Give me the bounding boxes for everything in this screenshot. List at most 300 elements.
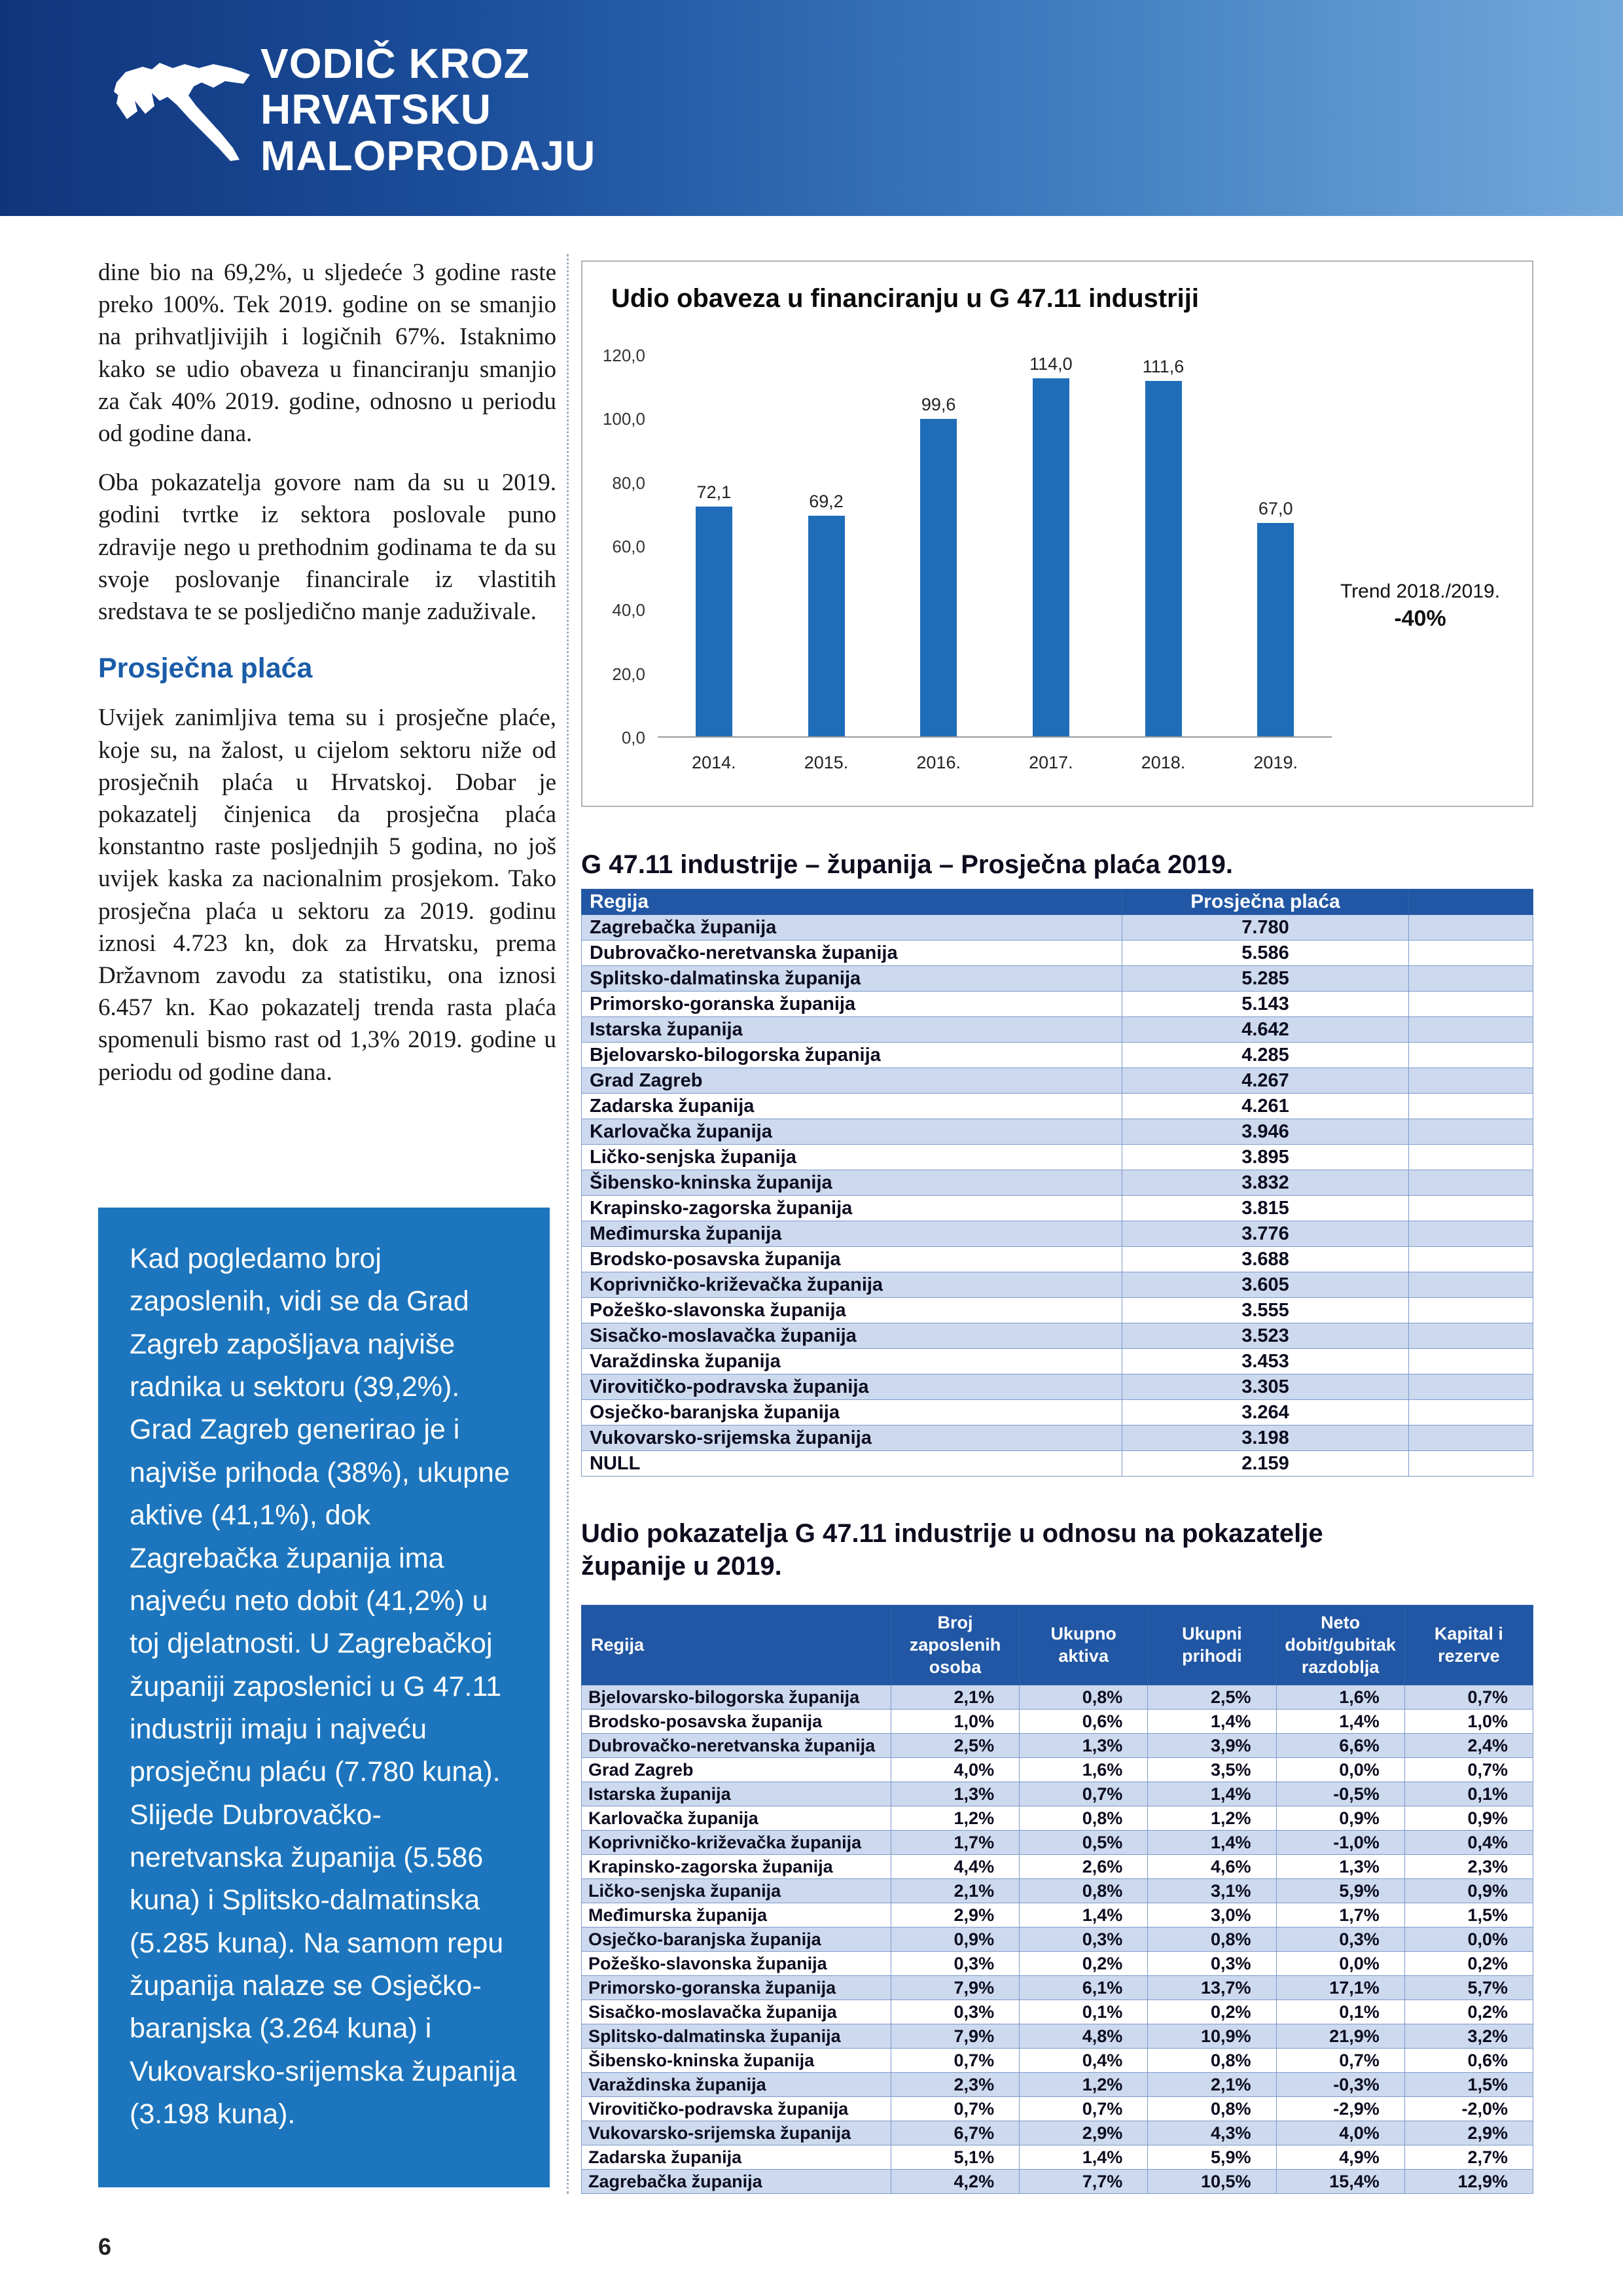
value-cell: 0,9% xyxy=(1404,1879,1533,1903)
table-header-cell: Ukupni prihodi xyxy=(1148,1605,1276,1685)
value-cell: 1,0% xyxy=(1404,1710,1533,1734)
value-cell: 0,2% xyxy=(1020,1952,1148,1976)
value-cell: 0,9% xyxy=(1276,1806,1404,1831)
value-cell: 6,6% xyxy=(1276,1734,1404,1758)
value-cell: 0,8% xyxy=(1020,1806,1148,1831)
region-cell: Dubrovačko-neretvanska županija xyxy=(582,941,1122,966)
value-cell: 0,2% xyxy=(1404,1952,1533,1976)
value-cell: 1,7% xyxy=(1276,1903,1404,1928)
table-row xyxy=(582,1374,1533,1400)
value-cell: 0,6% xyxy=(1020,1710,1148,1734)
value-cell: 1,4% xyxy=(1276,1710,1404,1734)
value-cell: 3.523 xyxy=(1122,1323,1409,1349)
table-row xyxy=(582,1349,1533,1374)
value-cell: 0,3% xyxy=(891,1952,1019,1976)
filler-cell xyxy=(1409,1272,1533,1298)
table-row xyxy=(582,1043,1533,1068)
table-row xyxy=(582,2170,1533,2194)
value-cell: 1,5% xyxy=(1404,1903,1533,1928)
value-cell: 0,9% xyxy=(1404,1806,1533,1831)
value-cell: 5,9% xyxy=(1148,2145,1276,2170)
value-cell: 0,1% xyxy=(1020,2000,1148,2024)
value-cell: 0,3% xyxy=(1148,1952,1276,1976)
value-cell: 3.688 xyxy=(1122,1247,1409,1272)
region-cell: Međimurska županija xyxy=(582,1221,1122,1247)
chart-bar xyxy=(1033,378,1069,736)
region-cell: Zagrebačka županija xyxy=(582,915,1122,941)
filler-cell xyxy=(1409,1119,1533,1145)
value-cell: 0,8% xyxy=(1148,2097,1276,2121)
value-cell: -0,5% xyxy=(1276,1782,1404,1806)
value-cell: 0,0% xyxy=(1276,1952,1404,1976)
value-cell: 2,9% xyxy=(1020,2121,1148,2145)
value-cell: 2.159 xyxy=(1122,1451,1409,1477)
region-cell: Brodsko-posavska županija xyxy=(582,1247,1122,1272)
region-cell: Virovitičko-podravska županija xyxy=(582,2097,891,2121)
region-cell: Bjelovarsko-bilogorska županija xyxy=(582,1685,891,1710)
region-cell: Zagrebačka županija xyxy=(582,2170,891,2194)
value-cell: 0,7% xyxy=(891,2049,1019,2073)
value-cell: 3.946 xyxy=(1122,1119,1409,1145)
value-cell: 3.895 xyxy=(1122,1145,1409,1170)
value-cell: 4,9% xyxy=(1276,2145,1404,2170)
region-cell: Osječko-baranjska županija xyxy=(582,1400,1122,1426)
page-number: 6 xyxy=(98,2233,112,2260)
table-row xyxy=(582,1221,1533,1247)
region-cell: Primorsko-goranska županija xyxy=(582,1976,891,2000)
table-row xyxy=(582,1879,1533,1903)
value-cell: 0,7% xyxy=(1404,1758,1533,1782)
share-table-title: Udio pokazatelja G 47.11 industrije u odnosu na pokazatelje županije u 2019. xyxy=(581,1519,1323,1581)
y-tick-label: 100,0 xyxy=(602,409,645,429)
region-cell: Karlovačka županija xyxy=(582,1119,1122,1145)
table-header-cell: Prosječna plaća xyxy=(1122,889,1409,915)
value-cell: -2,0% xyxy=(1404,2097,1533,2121)
header-title-line: MALOPRODAJU xyxy=(260,132,596,179)
chart-bar-slot xyxy=(1107,354,1220,736)
value-cell: 6,1% xyxy=(1020,1976,1148,2000)
value-cell: 7,7% xyxy=(1020,2170,1148,2194)
table-header-cell: Ukupno aktiva xyxy=(1020,1605,1148,1685)
table-row xyxy=(582,1272,1533,1298)
value-cell: 3,2% xyxy=(1404,2024,1533,2049)
table-header-cell: Kapital i rezerve xyxy=(1404,1605,1533,1685)
filler-cell xyxy=(1409,941,1533,966)
chart-bar-slot xyxy=(995,354,1107,736)
x-axis-label: 2018. xyxy=(1141,753,1186,772)
share-table xyxy=(581,1605,1533,2194)
value-cell: -2,9% xyxy=(1276,2097,1404,2121)
table-header-cell: Neto dobit/gubitak razdoblja xyxy=(1276,1605,1404,1685)
chart-bar xyxy=(1257,523,1294,736)
chart-annotation xyxy=(1335,579,1505,633)
region-cell: Karlovačka županija xyxy=(582,1806,891,1831)
value-cell: 1,3% xyxy=(1020,1734,1148,1758)
chart-bar xyxy=(696,507,732,736)
region-cell: Grad Zagreb xyxy=(582,1758,891,1782)
value-cell: 2,3% xyxy=(891,2073,1019,2097)
table-row xyxy=(582,2024,1533,2049)
value-cell: 1,6% xyxy=(1020,1758,1148,1782)
value-cell: 1,6% xyxy=(1276,1685,1404,1710)
value-cell: 3,0% xyxy=(1148,1903,1276,1928)
table-row xyxy=(582,941,1533,966)
value-cell: 4,0% xyxy=(1276,2121,1404,2145)
region-cell: Ličko-senjska županija xyxy=(582,1879,891,1903)
value-cell: 1,5% xyxy=(1404,2073,1533,2097)
table-row xyxy=(582,1298,1533,1323)
chart-y-axis xyxy=(582,346,645,747)
table-row xyxy=(582,1400,1533,1426)
value-cell: 1,7% xyxy=(891,1831,1019,1855)
salary-table-title: G 47.11 industrije – županija – Prosječna plaća 2019. xyxy=(581,850,1234,879)
value-cell: 15,4% xyxy=(1276,2170,1404,2194)
filler-cell xyxy=(1409,1298,1533,1323)
value-cell: 6,7% xyxy=(891,2121,1019,2145)
table-row xyxy=(582,1196,1533,1221)
chart-bars xyxy=(658,354,1332,738)
salary-table xyxy=(581,889,1533,1477)
table-row xyxy=(582,1323,1533,1349)
y-tick-label: 20,0 xyxy=(612,664,645,684)
region-cell: Šibensko-kninska županija xyxy=(582,2049,891,2073)
value-cell: 1,2% xyxy=(1020,2073,1148,2097)
region-cell: Grad Zagreb xyxy=(582,1068,1122,1094)
value-cell: 0,7% xyxy=(1020,1782,1148,1806)
bar-value-label: 111,6 xyxy=(1142,356,1185,376)
value-cell: 5,9% xyxy=(1276,1879,1404,1903)
value-cell: 4,4% xyxy=(891,1855,1019,1879)
table-header-cell: Regija xyxy=(582,889,1122,915)
region-cell: Virovitičko-podravska županija xyxy=(582,1374,1122,1400)
value-cell: 0,7% xyxy=(1276,2049,1404,2073)
value-cell: 0,7% xyxy=(1404,1685,1533,1710)
value-cell: 3.555 xyxy=(1122,1298,1409,1323)
table-row xyxy=(582,1903,1533,1928)
filler-cell xyxy=(1409,1426,1533,1451)
chart-panel xyxy=(581,260,1533,807)
table-row xyxy=(582,1758,1533,1782)
header-title xyxy=(260,41,596,179)
header-title-line: HRVATSKU xyxy=(260,86,491,134)
table-row xyxy=(582,1094,1533,1119)
value-cell: 1,4% xyxy=(1148,1831,1276,1855)
value-cell: 5,1% xyxy=(891,2145,1019,2170)
region-cell: Primorsko-goranska županija xyxy=(582,992,1122,1017)
filler-cell xyxy=(1409,1170,1533,1196)
table-row xyxy=(582,1734,1533,1758)
region-cell: Dubrovačko-neretvanska županija xyxy=(582,1734,891,1758)
value-cell: 0,8% xyxy=(1020,1685,1148,1710)
value-cell: 4,3% xyxy=(1148,2121,1276,2145)
value-cell: 4,6% xyxy=(1148,1855,1276,1879)
value-cell: -1,0% xyxy=(1276,1831,1404,1855)
region-cell: Varaždinska županija xyxy=(582,1349,1122,1374)
value-cell: 17,1% xyxy=(1276,1976,1404,2000)
filler-cell xyxy=(1409,1451,1533,1477)
region-cell: Požeško-slavonska županija xyxy=(582,1952,891,1976)
y-tick-label: 80,0 xyxy=(612,473,645,493)
filler-cell xyxy=(1409,1196,1533,1221)
paragraph: Oba pokazatelja govore nam da su u 2019. godini tvrtke iz sektora poslovale puno zdravije nego u prethodnim godinama te da su svoje poslovanje financirale iz vlastitih sredstava te se posljedično manje zaduživale. xyxy=(98,469,556,626)
filler-cell xyxy=(1409,992,1533,1017)
trend-value: -40% xyxy=(1394,605,1446,631)
trend-label: Trend 2018./2019. xyxy=(1340,580,1501,602)
left-column xyxy=(98,257,556,1105)
y-tick-label: 0,0 xyxy=(621,728,645,747)
value-cell: 0,5% xyxy=(1020,1831,1148,1855)
region-cell: Osječko-baranjska županija xyxy=(582,1928,891,1952)
value-cell: 5.285 xyxy=(1122,966,1409,992)
callout-text: Kad pogledamo broj zaposlenih, vidi se da Grad Zagreb zapošljava najviše radnika u sektoru (39,2%). Grad Zagreb generirao je i najviše prihoda (38%), ukupne aktive (41,1%), dok Zagrebačka županija ima najveću neto dobit (41,2%) u toj djelatnosti. U Zagrebačkoj županiji zaposlenici u G 47.11 industriji imaju i najveću prosječnu plaću (7.780 kuna). Slijede Dubrovačko-neretvanska županija (5.586 kuna) i Splitsko-dalmatinska (5.285 kuna). Na samom repu županija nalaze se Osječko-baranjska (3.264 kuna) i Vukovarsko-srijemska županija (3.198 kuna). xyxy=(130,1243,517,2130)
table-row xyxy=(582,1855,1533,1879)
region-cell: Istarska županija xyxy=(582,1017,1122,1043)
table-row xyxy=(582,992,1533,1017)
chart-bar-slot xyxy=(882,354,995,736)
table-header-cell: Broj zaposlenih osoba xyxy=(891,1605,1019,1685)
chart-area xyxy=(582,325,1532,783)
value-cell: 0,9% xyxy=(891,1928,1019,1952)
filler-cell xyxy=(1409,1068,1533,1094)
value-cell: 3.264 xyxy=(1122,1400,1409,1426)
x-axis-label: 2017. xyxy=(1029,753,1073,772)
filler-cell xyxy=(1409,1400,1533,1426)
region-cell: Varaždinska županija xyxy=(582,2073,891,2097)
x-axis-label: 2016. xyxy=(916,753,961,772)
x-axis-label: 2015. xyxy=(804,753,849,772)
filler-cell xyxy=(1409,1374,1533,1400)
value-cell: 2,9% xyxy=(1404,2121,1533,2145)
value-cell: 3.815 xyxy=(1122,1196,1409,1221)
value-cell: 12,9% xyxy=(1404,2170,1533,2194)
table-row xyxy=(582,2097,1533,2121)
value-cell: 4.642 xyxy=(1122,1017,1409,1043)
chart-x-axis xyxy=(658,753,1332,773)
value-cell: 2,6% xyxy=(1020,1855,1148,1879)
table-row xyxy=(582,1119,1533,1145)
value-cell: 0,1% xyxy=(1276,2000,1404,2024)
table-row xyxy=(582,1806,1533,1831)
table-row xyxy=(582,1068,1533,1094)
value-cell: 3.305 xyxy=(1122,1374,1409,1400)
filler-cell xyxy=(1409,1145,1533,1170)
section-heading: Prosječna plaća xyxy=(98,653,313,685)
table-row xyxy=(582,1976,1533,2000)
table-row xyxy=(582,1952,1533,1976)
croatia-map-logo xyxy=(97,29,254,186)
value-cell: 3.605 xyxy=(1122,1272,1409,1298)
bar-value-label: 99,6 xyxy=(921,395,956,415)
value-cell: 1,4% xyxy=(1148,1782,1276,1806)
value-cell: 5,7% xyxy=(1404,1976,1533,2000)
region-cell: Sisačko-moslavačka županija xyxy=(582,1323,1122,1349)
filler-cell xyxy=(1409,1221,1533,1247)
value-cell: -0,3% xyxy=(1276,2073,1404,2097)
table-row xyxy=(582,2121,1533,2145)
value-cell: 3.776 xyxy=(1122,1221,1409,1247)
table-row xyxy=(582,1782,1533,1806)
value-cell: 1,4% xyxy=(1148,1710,1276,1734)
y-tick-label: 120,0 xyxy=(602,346,645,365)
filler-cell xyxy=(1409,915,1533,941)
region-cell: Krapinsko-zagorska županija xyxy=(582,1196,1122,1221)
table-row xyxy=(582,1426,1533,1451)
y-tick-label: 60,0 xyxy=(612,537,645,556)
value-cell: 0,3% xyxy=(1020,1928,1148,1952)
region-cell: Koprivničko-križevačka županija xyxy=(582,1272,1122,1298)
value-cell: 0,4% xyxy=(1404,1831,1533,1855)
table-row xyxy=(582,2000,1533,2024)
region-cell: Krapinsko-zagorska županija xyxy=(582,1855,891,1879)
value-cell: 1,3% xyxy=(1276,1855,1404,1879)
table-header-row xyxy=(582,1605,1533,1685)
header-bar xyxy=(0,0,1623,216)
value-cell: 4,0% xyxy=(891,1758,1019,1782)
table-row xyxy=(582,1451,1533,1477)
value-cell: 10,5% xyxy=(1148,2170,1276,2194)
value-cell: 2,9% xyxy=(891,1903,1019,1928)
value-cell: 7,9% xyxy=(891,1976,1019,2000)
value-cell: 7,9% xyxy=(891,2024,1019,2049)
header-title-line: VODIČ KROZ xyxy=(260,40,530,87)
value-cell: 3,1% xyxy=(1148,1879,1276,1903)
chart-bar-slot xyxy=(1219,354,1332,736)
value-cell: 4,8% xyxy=(1020,2024,1148,2049)
chart-bar xyxy=(808,516,845,736)
table-row xyxy=(582,966,1533,992)
value-cell: 3,5% xyxy=(1148,1758,1276,1782)
value-cell: 2,4% xyxy=(1404,1734,1533,1758)
region-cell: Vukovarsko-srijemska županija xyxy=(582,2121,891,2145)
bar-value-label: 114,0 xyxy=(1029,354,1073,374)
table-row xyxy=(582,1928,1533,1952)
value-cell: 0,0% xyxy=(1276,1758,1404,1782)
value-cell: 1,2% xyxy=(1148,1806,1276,1831)
value-cell: 3.198 xyxy=(1122,1426,1409,1451)
value-cell: 10,9% xyxy=(1148,2024,1276,2049)
filler-cell xyxy=(1409,1349,1533,1374)
paragraph: dine bio na 69,2%, u sljedeće 3 godine raste preko 100%. Tek 2019. godine on se smanjio na prihvatljivijih i logičnih 67%. Istaknimo kako se udio obaveza u financiranju smanjio za čak 40% 2019. godine, odnosno u periodu od godine dana. xyxy=(98,259,556,448)
value-cell: 2,1% xyxy=(1148,2073,1276,2097)
y-tick-label: 40,0 xyxy=(612,600,645,620)
value-cell: 1,3% xyxy=(891,1782,1019,1806)
value-cell: 2,5% xyxy=(1148,1685,1276,1710)
value-cell: 0,8% xyxy=(1148,2049,1276,2073)
region-cell: Šibensko-kninska županija xyxy=(582,1170,1122,1196)
value-cell: 0,4% xyxy=(1020,2049,1148,2073)
filler-cell xyxy=(1409,966,1533,992)
value-cell: 2,3% xyxy=(1404,1855,1533,1879)
x-axis-label: 2014. xyxy=(692,753,736,772)
bar-value-label: 67,0 xyxy=(1258,498,1293,518)
value-cell: 0,8% xyxy=(1148,1928,1276,1952)
chart-bar xyxy=(920,419,957,736)
region-cell: Brodsko-posavska županija xyxy=(582,1710,891,1734)
value-cell: 1,2% xyxy=(891,1806,1019,1831)
paragraph: Uvijek zanimljiva tema su i prosječne plaće, koje su, na žalost, u cijelom sektoru niže od prosječnih plaća u Hrvatskoj. Dobar je pokazatelj činjenica da prosječna plaća konstantno raste posljednjih 5 godina, no još uvijek kaska za nacionalnim prosjekom. Tako prosječna plaća u sektoru za 2019. godinu iznosi 4.723 kn, dok za Hrvatsku, prema Državnom zavodu za statistiku, ona iznosi 6.457 kn. Kao pokazatelj trenda rasta plaća spomenuli bismo rast od 1,3% 2019. godine u periodu od godine dana. xyxy=(98,704,556,1086)
value-cell: 0,2% xyxy=(1404,2000,1533,2024)
value-cell: 0,8% xyxy=(1020,1879,1148,1903)
region-cell: Koprivničko-križevačka županija xyxy=(582,1831,891,1855)
callout-box xyxy=(98,1208,550,2187)
value-cell: 3,9% xyxy=(1148,1734,1276,1758)
x-axis-label: 2019. xyxy=(1253,753,1298,772)
filler-cell xyxy=(1409,1323,1533,1349)
value-cell: 3.453 xyxy=(1122,1349,1409,1374)
value-cell: 4.285 xyxy=(1122,1043,1409,1068)
value-cell: 1,4% xyxy=(1020,1903,1148,1928)
value-cell: 5.586 xyxy=(1122,941,1409,966)
column-divider xyxy=(567,254,569,2194)
table-row xyxy=(582,2073,1533,2097)
value-cell: 2,1% xyxy=(891,1879,1019,1903)
value-cell: 0,7% xyxy=(891,2097,1019,2121)
region-cell: Bjelovarsko-bilogorska županija xyxy=(582,1043,1122,1068)
region-cell: Vukovarsko-srijemska županija xyxy=(582,1426,1122,1451)
bar-value-label: 72,1 xyxy=(696,482,732,503)
value-cell: 0,0% xyxy=(1404,1928,1533,1952)
value-cell: 0,1% xyxy=(1404,1782,1533,1806)
filler-cell xyxy=(1409,1247,1533,1272)
chart-bar-slot xyxy=(770,354,883,736)
region-cell: Sisačko-moslavačka županija xyxy=(582,2000,891,2024)
region-cell: Zadarska županija xyxy=(582,2145,891,2170)
table-row xyxy=(582,2145,1533,2170)
table-row xyxy=(582,1831,1533,1855)
filler-cell xyxy=(1409,1043,1533,1068)
table-row xyxy=(582,1710,1533,1734)
region-cell: Požeško-slavonska županija xyxy=(582,1298,1122,1323)
filler-cell xyxy=(1409,1094,1533,1119)
value-cell: 2,1% xyxy=(891,1685,1019,1710)
region-cell: Splitsko-dalmatinska županija xyxy=(582,966,1122,992)
value-cell: 2,5% xyxy=(891,1734,1019,1758)
region-cell: Ličko-senjska županija xyxy=(582,1145,1122,1170)
region-cell: Međimurska županija xyxy=(582,1903,891,1928)
chart-bar-slot xyxy=(658,354,770,736)
table-row xyxy=(582,1017,1533,1043)
value-cell: 4.267 xyxy=(1122,1068,1409,1094)
value-cell: 0,7% xyxy=(1020,2097,1148,2121)
chart-title: Udio obaveza u financiranju u G 47.11 industriji xyxy=(611,284,1199,313)
value-cell: 3.832 xyxy=(1122,1170,1409,1196)
value-cell: 0,3% xyxy=(1276,1928,1404,1952)
value-cell: 1,4% xyxy=(1020,2145,1148,2170)
value-cell: 21,9% xyxy=(1276,2024,1404,2049)
table-row xyxy=(582,1247,1533,1272)
table-row xyxy=(582,1685,1533,1710)
value-cell: 0,6% xyxy=(1404,2049,1533,2073)
table-row xyxy=(582,915,1533,941)
value-cell: 0,3% xyxy=(891,2000,1019,2024)
table-header-cell xyxy=(1409,889,1533,915)
filler-cell xyxy=(1409,1017,1533,1043)
bar-value-label: 69,2 xyxy=(809,492,844,512)
value-cell: 5.143 xyxy=(1122,992,1409,1017)
value-cell: 4.261 xyxy=(1122,1094,1409,1119)
chart-bar xyxy=(1145,381,1182,736)
table-row xyxy=(582,1145,1533,1170)
value-cell: 0,2% xyxy=(1148,2000,1276,2024)
value-cell: 2,7% xyxy=(1404,2145,1533,2170)
table-header-cell: Regija xyxy=(582,1605,891,1685)
value-cell: 13,7% xyxy=(1148,1976,1276,2000)
region-cell: Splitsko-dalmatinska županija xyxy=(582,2024,891,2049)
region-cell: Zadarska županija xyxy=(582,1094,1122,1119)
region-cell: Istarska županija xyxy=(582,1782,891,1806)
table-row xyxy=(582,2049,1533,2073)
table-header-row xyxy=(582,889,1533,915)
